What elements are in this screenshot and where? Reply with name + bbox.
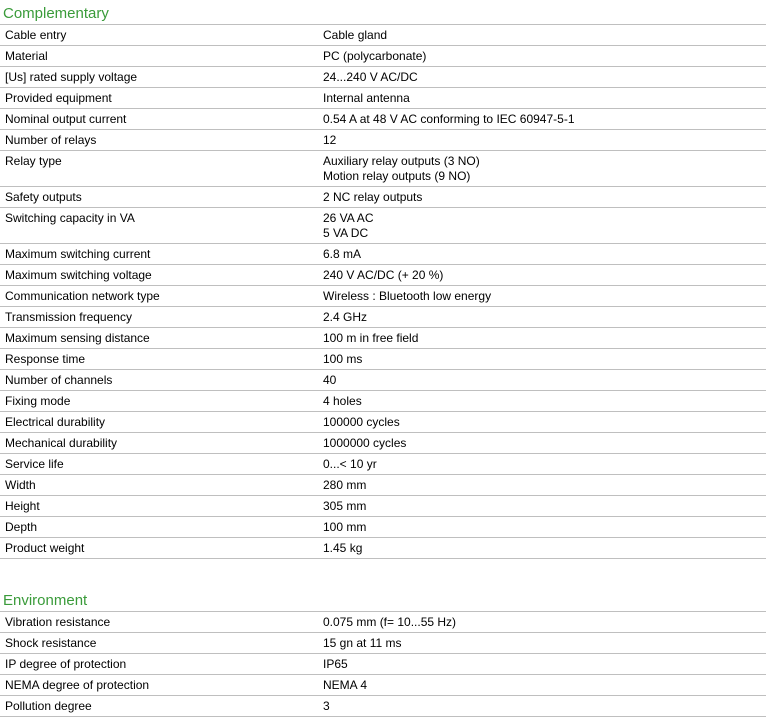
spec-value-line: 26 VA AC (323, 211, 374, 225)
spec-row (0, 454, 766, 475)
spec-value (312, 496, 767, 517)
spec-row (0, 130, 766, 151)
spec-value-line: 4 holes (323, 394, 362, 408)
spec-value (312, 475, 767, 496)
spec-value (312, 187, 767, 208)
spec-label: Maximum switching current (0, 244, 312, 265)
spec-value-line: 15 gn at 11 ms (323, 636, 402, 650)
spec-label: Mechanical durability (0, 433, 312, 454)
spec-label: Transmission frequency (0, 307, 312, 328)
spec-label: Number of channels (0, 370, 312, 391)
environment-spec-table (0, 612, 766, 717)
spec-row (0, 286, 766, 307)
spec-value-line: Cable gland (323, 28, 388, 42)
spec-value-line: 100000 cycles (323, 415, 400, 429)
spec-value (312, 109, 767, 130)
spec-value-line: 0.075 mm (f= 10...55 Hz) (323, 615, 457, 629)
spec-label: Maximum switching voltage (0, 265, 312, 286)
spec-label: Relay type (0, 151, 312, 187)
spec-value (312, 538, 767, 559)
spec-value (312, 654, 767, 675)
spec-label: Cable entry (0, 25, 312, 46)
spec-value (312, 391, 767, 412)
spec-label: Depth (0, 517, 312, 538)
spec-value-line: 1000000 cycles (323, 436, 407, 450)
spec-row (0, 517, 766, 538)
spec-value-line: IP65 (323, 657, 348, 671)
spec-value-line: 305 mm (323, 499, 367, 513)
spec-row (0, 109, 766, 130)
spec-value-line: 100 mm (323, 520, 367, 534)
spec-value-line: Wireless : Bluetooth low energy (323, 289, 492, 303)
spec-value (312, 307, 767, 328)
spec-value (312, 286, 767, 307)
spec-value (312, 130, 767, 151)
spec-label: Material (0, 46, 312, 67)
spec-value (312, 370, 767, 391)
spec-label: Fixing mode (0, 391, 312, 412)
spec-label: NEMA degree of protection (0, 675, 312, 696)
spec-row (0, 475, 766, 496)
spec-value (312, 349, 767, 370)
spec-value-line: 2.4 GHz (323, 310, 368, 324)
spec-value (312, 328, 767, 349)
spec-row (0, 612, 766, 633)
spec-value-line: 2 NC relay outputs (323, 190, 423, 204)
spec-row (0, 88, 766, 109)
spec-value-line: PC (polycarbonate) (323, 49, 427, 63)
spec-value (312, 633, 767, 654)
spec-value (312, 244, 767, 265)
spec-value-line: 100 m in free field (323, 331, 419, 345)
spec-value-line: 40 (323, 373, 337, 387)
spec-row (0, 433, 766, 454)
spec-row (0, 151, 766, 187)
spec-value-line: 24...240 V AC/DC (323, 70, 418, 84)
spec-value-line: 0.54 A at 48 V AC conforming to IEC 60947-5-1 (323, 112, 575, 126)
spec-value (312, 696, 767, 717)
spec-label: Communication network type (0, 286, 312, 307)
spec-value-line: 280 mm (323, 478, 367, 492)
spec-label: Number of relays (0, 130, 312, 151)
spec-row (0, 328, 766, 349)
spec-row (0, 265, 766, 286)
spec-label: Nominal output current (0, 109, 312, 130)
spec-value (312, 265, 767, 286)
spec-row (0, 208, 766, 244)
spec-value-line: 100 ms (323, 352, 363, 366)
spec-row (0, 370, 766, 391)
spec-value (312, 412, 767, 433)
spec-label: IP degree of protection (0, 654, 312, 675)
spec-value-line: 1.45 kg (323, 541, 363, 555)
complementary-section (0, 4, 766, 559)
spec-value-line: 0...< 10 yr (323, 457, 377, 471)
spec-label: Switching capacity in VA (0, 208, 312, 244)
spec-label: Pollution degree (0, 696, 312, 717)
spec-row (0, 349, 766, 370)
spec-value (312, 454, 767, 475)
spec-row (0, 187, 766, 208)
spec-label: Height (0, 496, 312, 517)
spec-value (312, 208, 767, 244)
spec-label: Shock resistance (0, 633, 312, 654)
spec-value-line: 12 (323, 133, 337, 147)
environment-section (0, 591, 766, 717)
spec-row (0, 67, 766, 88)
spec-row (0, 675, 766, 696)
spec-value-line: Auxiliary relay outputs (3 NO) (323, 154, 480, 168)
spec-label: [Us] rated supply voltage (0, 67, 312, 88)
spec-label: Maximum sensing distance (0, 328, 312, 349)
spec-row (0, 654, 766, 675)
spec-value-line: 6.8 mA (323, 247, 362, 261)
complementary-spec-table (0, 25, 766, 559)
spec-value (312, 25, 767, 46)
spec-value (312, 151, 767, 187)
spec-row (0, 307, 766, 328)
spec-label: Provided equipment (0, 88, 312, 109)
spec-label: Service life (0, 454, 312, 475)
spec-row (0, 25, 766, 46)
spec-row (0, 538, 766, 559)
spec-value-line: 3 (323, 699, 330, 713)
spec-value (312, 612, 767, 633)
spec-value (312, 675, 767, 696)
spec-row (0, 412, 766, 433)
spec-row (0, 244, 766, 265)
spec-label: Safety outputs (0, 187, 312, 208)
spec-label: Electrical durability (0, 412, 312, 433)
spec-value-line: 240 V AC/DC (+ 20 %) (323, 268, 444, 282)
spec-label: Product weight (0, 538, 312, 559)
section-title-complementary: Complementary (0, 4, 766, 25)
spec-label: Width (0, 475, 312, 496)
spec-value (312, 67, 767, 88)
spec-value (312, 46, 767, 67)
spec-row (0, 496, 766, 517)
spec-row (0, 633, 766, 654)
spec-row (0, 46, 766, 67)
section-title-environment: Environment (0, 591, 766, 612)
spec-label: Vibration resistance (0, 612, 312, 633)
spec-value-line: 5 VA DC (323, 226, 369, 240)
spec-value (312, 517, 767, 538)
spec-value-line: NEMA 4 (323, 678, 368, 692)
spec-row (0, 391, 766, 412)
spec-value (312, 88, 767, 109)
spec-value-line: Internal antenna (323, 91, 410, 105)
spec-value (312, 433, 767, 454)
spec-value-line: Motion relay outputs (9 NO) (323, 169, 471, 183)
spec-label: Response time (0, 349, 312, 370)
spec-row (0, 696, 766, 717)
